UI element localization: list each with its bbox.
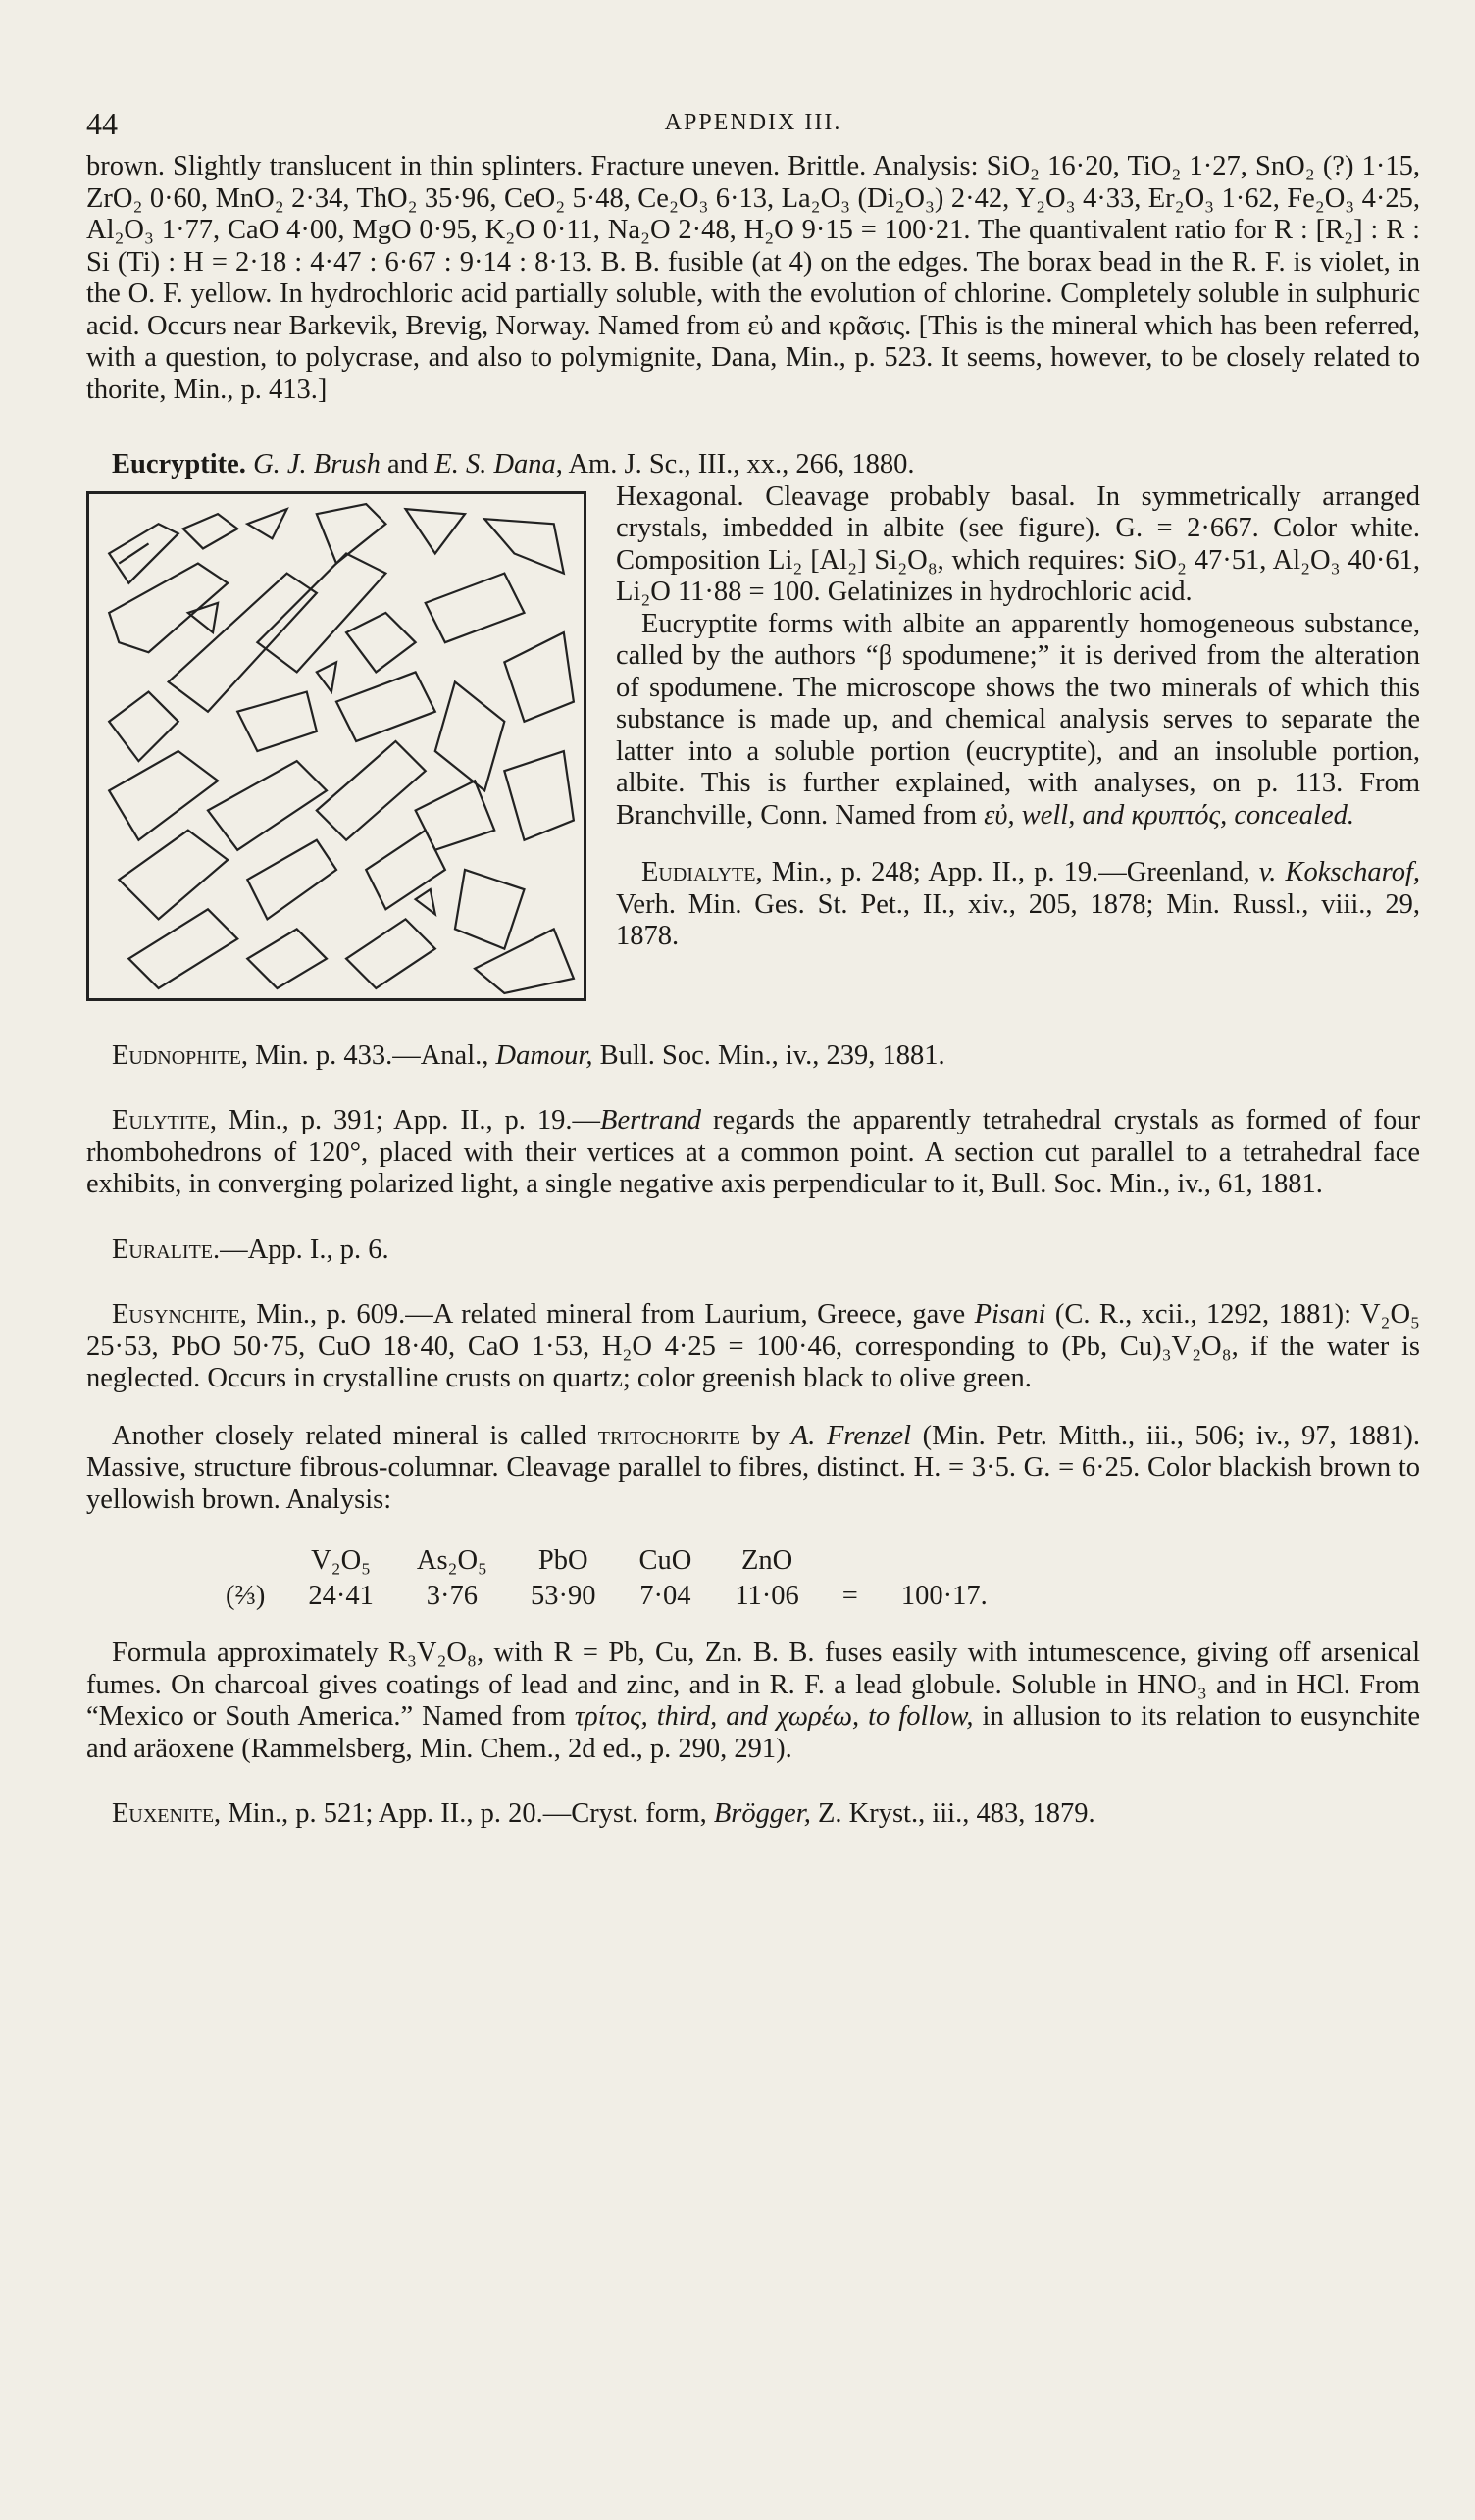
page-number: 44 (86, 106, 118, 141)
tritochorite-author: A. Frenzel (790, 1420, 911, 1451)
analysis-header: CuO (638, 1545, 692, 1576)
analysis-total: 100·17. (900, 1581, 988, 1611)
running-head: APPENDIX III. (664, 110, 842, 135)
eucryptite-name: Eucryptite. (112, 449, 246, 479)
eulytite-text: Min., p. 391; App. II., p. 19.— (216, 1105, 601, 1135)
crystal-figure-illustration (89, 494, 584, 998)
eucryptite-text2: Eucryptite forms with albite an apparently homogeneous substance, called by the authors “β spodumene;” it is derived from the alteration of spodumene. The microscope shows the two minerals of which this substance is made up, and chemical analysis serves to separate the latter into a soluble portion (eucryptite), and an insoluble portion, albite. This is further explained, with analyses, on p. 113. From Branchville, Conn. Named from (616, 608, 1420, 831)
eucryptite-author1: G. J. Brush (253, 449, 381, 479)
analysis-value: 11·06 (735, 1581, 799, 1611)
eucryptite-author2: E. S. Dana (434, 449, 556, 479)
tritochorite-text3: (Min. Petr. Mitth., iii., 506; iv., 97, 1881). Massive, structure fibrous-columnar. Cleavage parallel to fibres, distinct. H. = 3·5. G. = 6·25. Color blackish brown to yellowish brown. Analysis: (86, 1420, 1420, 1515)
eusynchite-name: Eusynchite, (112, 1299, 247, 1330)
eusynchite-text: Min., p. 609.—A related mineral from Laurium, Greece, gave (246, 1299, 975, 1330)
analysis-value: 7·04 (639, 1581, 691, 1611)
analysis-value: 24·41 (308, 1581, 374, 1611)
eucryptite-etymology: εὐ, well, and κρυπτός, concealed. (984, 799, 1354, 831)
page-header (86, 106, 1420, 151)
tritochorite-etymology: τρίτος, third, and χωρέω, to follow, (574, 1701, 974, 1732)
analysis-header: V₂O₅ (311, 1545, 372, 1576)
analysis-row-label: (⅔) (226, 1581, 266, 1611)
tritochorite-text5: in allusion to its relation to eusynchite and aräoxene (Rammelsberg, Min. Chem., 2d ed., p. 290, 291). (86, 1701, 1420, 1764)
analysis-table (204, 1543, 1009, 1614)
euralite-entry (86, 1235, 1420, 1267)
eucryptite-figure (86, 491, 586, 1001)
euxenite-name: Euxenite, (112, 1798, 222, 1829)
analysis-value: 3·76 (426, 1581, 479, 1611)
euxenite-text: Min., p. 521; App. II., p. 20.—Cryst. form, (221, 1798, 714, 1829)
eulytite-entry (86, 1105, 1420, 1201)
analysis-header: ZnO (740, 1545, 793, 1576)
analysis-value: 53·90 (531, 1581, 596, 1611)
eusynchite-author: Pisani (974, 1299, 1046, 1330)
eulytite-text2: regards the apparently tetrahedral crystals as formed of four rhombohedrons of 120°, placed with their vertices at a common point. A section cut parallel to a tetrahedral face exhibits, in converging polarized light, a single negative axis perpendicular to it, Bull. Soc. Min., iv., 61, 1881. (86, 1105, 1420, 1199)
euxenite-author: Brögger, (713, 1798, 811, 1829)
euralite-text: —App. I., p. 6. (220, 1234, 389, 1265)
analysis-header-row (204, 1543, 1009, 1579)
page (86, 106, 1420, 1831)
eucryptite-and: and (380, 449, 435, 479)
eudnophite-text2: Bull. Soc. Min., iv., 239, 1881. (592, 1039, 945, 1071)
eusynchite-text2: (C. R., xcii., 1292, 1881): V₂O₅ 25·53, PbO 50·75, CuO 18·40, CaO 1·53, H₂O 4·25 = 100·46, corresponding to (Pb, Cu)₃V₂O₈, if the water is neglected. Occurs in crystalline crusts on quartz; color greenish black to olive green. (86, 1299, 1420, 1393)
tritochorite-text2: by (739, 1420, 791, 1451)
tritochorite-text1: Another closely related mineral is called (112, 1420, 598, 1451)
intro-paragraph: brown. Slightly translucent in thin splinters. Fracture uneven. Brittle. Analysis: SiO₂ 16·20, TiO₂ 1·27, SnO₂ (?) 1·15, ZrO₂ 0·60, MnO₂ 2·34, ThO₂ 35·96, CeO₂ 5·48, Ce₂O₃ 6·13, La₂O₃ (Di₂O₃) 2·42, Y₂O₃ 4·33, Er₂O₃ 1·62, Fe₂O₃ 4·25, Al₂O₃ 1·77, CaO 4·00, MgO 0·95, K₂O 0·11, Na₂O 2·48, H₂O 9·15 = 100·21. The quantivalent ratio for R : [R₂] : R : Si (Ti) : H = 2·18 : 4·47 : 6·67 : 9·14 : 8·13. B. B. fusible (at 4) on the edges. The borax bead in the R. F. is violet, in the O. F. yellow. In hydrochloric acid partially soluble, with the evolution of chlorine. Completely soluble in sulphuric acid. Occurs near Barkevik, Brevig, Norway. Named from εὐ and κρᾶσις. [This is the mineral which has been referred, with a question, to polycrase, and also to polymignite, Dana, Min., p. 523. It seems, however, to be closely related to thorite, Min., p. 413.] (86, 151, 1420, 405)
analysis-header: PbO (537, 1545, 588, 1576)
eudialyte-author: v. Kokscharof, (1258, 857, 1421, 887)
eulytite-name: Eulytite, (112, 1105, 217, 1135)
analysis-header: As₂O₅ (416, 1545, 487, 1576)
eudialyte-name: Eudialyte, (641, 857, 763, 887)
eudialyte-text2: Verh. Min. Ges. St. Pet., II., xiv., 205, 1878; Min. Russl., viii., 29, 1878. (616, 888, 1420, 951)
eusynchite-entry (86, 1299, 1420, 1395)
eudnophite-text: Min. p. 433.—Anal., (247, 1039, 496, 1071)
tritochorite-entry (86, 1421, 1420, 1517)
tritochorite-formula (86, 1638, 1420, 1765)
euxenite-entry (86, 1798, 1420, 1831)
eudnophite-entry (86, 1040, 1420, 1073)
eudnophite-name: Eudnophite, (112, 1039, 248, 1071)
analysis-value-row (204, 1579, 1009, 1614)
euxenite-text2: Z. Kryst., iii., 483, 1879. (810, 1798, 1095, 1829)
eulytite-author: Bertrand (600, 1105, 701, 1135)
tritochorite-name: tritochorite (597, 1420, 740, 1451)
eudialyte-text: Min., p. 248; App. II., p. 19.—Greenland, (762, 857, 1259, 887)
eucryptite-entry (86, 449, 1420, 1007)
eudnophite-author: Damour, (495, 1039, 593, 1071)
tritochorite-text4: Formula approximately R₃V₂O₈, with R = Pb, Cu, Zn. B. B. fuses easily with intumescence, giving off arsenical fumes. On charcoal gives coatings of lead and zinc, and in R. F. a lead globule. Soluble in HNO₃ and in HCl. From “Mexico or South America.” Named from (86, 1638, 1420, 1732)
euralite-name: Euralite. (112, 1234, 221, 1265)
analysis-equals: = (841, 1581, 858, 1611)
eucryptite-description: Hexagonal. Cleavage probably basal. In symmetrically arranged crystals, imbedded in albite (see figure). G. = 2·667. Color white. Composition Li₂ [Al₂] Si₂O₈, which requires: SiO₂ 47·51, Al₂O₃ 40·61, Li₂O 11·88 = 100. Gelatinizes in hydrochloric acid. (616, 480, 1420, 607)
eucryptite-citation: , Am. J. Sc., III., xx., 266, 1880. (555, 449, 915, 479)
